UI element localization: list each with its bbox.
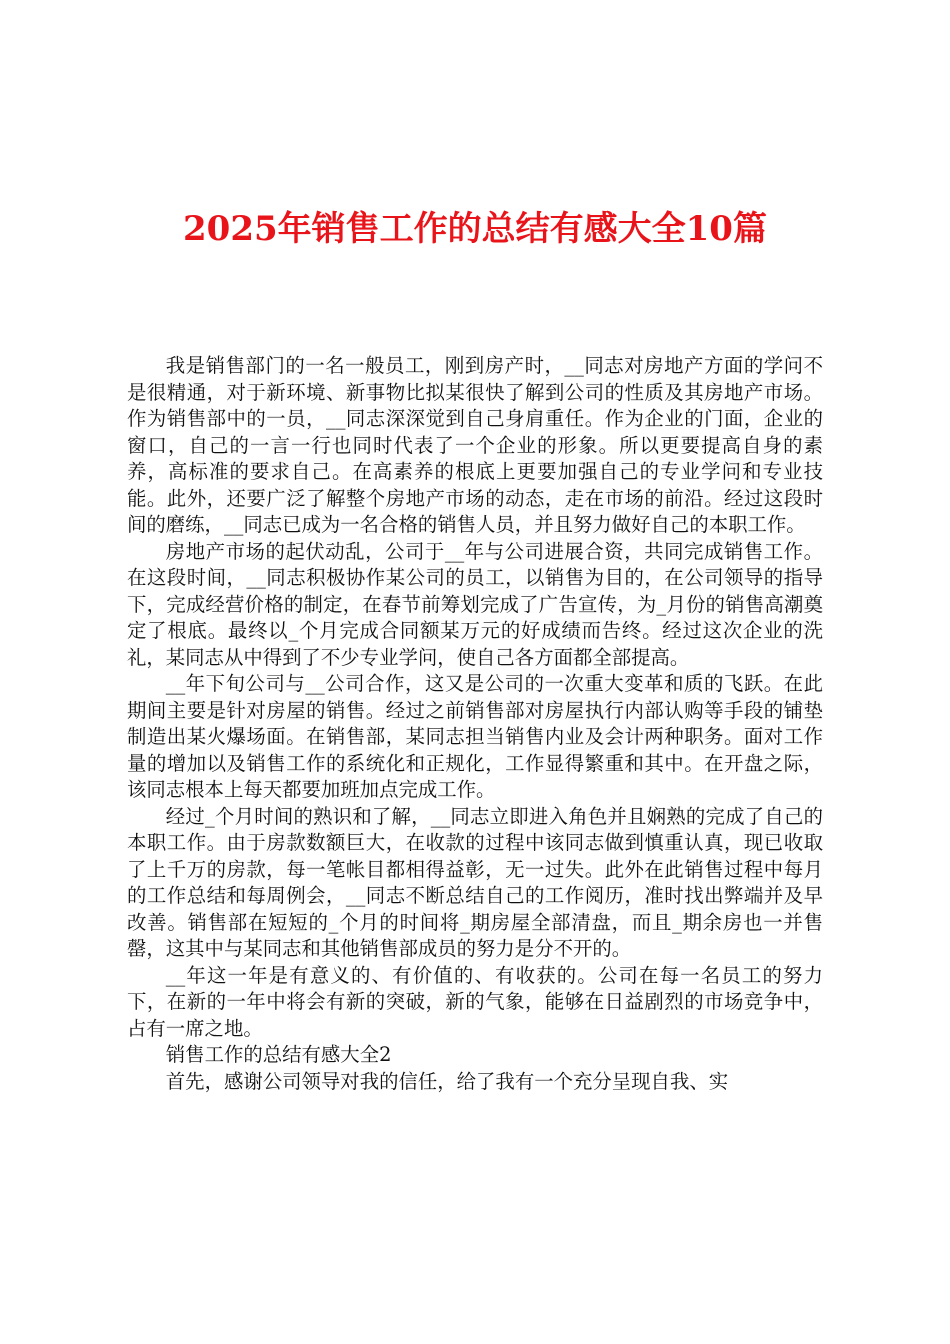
paragraph: 我是销售部门的一名一般员工，刚到房产时，__同志对房地产方面的学问不是很精通，对于新环境、新事物比拟某很快了解到公司的性质及其房地产市场。作为销售部中的一员，__同志深深觉到自己身肩重任。作为企业的门面，企业的窗口，自己的一言一行也同时代表了一个企业的形象。所以更要提高自身的素养，高标准的要求自己。在高素养的根底上更要加强自己的专业学问和专业技能。此外，还要广泛了解整个房地产市场的动态，走在市场的前沿。经过这段时间的磨练，__同志已成为一名合格的销售人员，并且努力做好自己的本职工作。 (127, 354, 823, 536)
section-heading: 销售工作的总结有感大全2 (165, 1043, 392, 1066)
document-body (127, 353, 823, 1095)
paragraph: __年下旬公司与__公司合作，这又是公司的一次重大变革和质的飞跃。在此期间主要是针对房屋的销售。经过之前销售部对房屋执行内部认购等手段的铺垫制造出某火爆场面。在销售部，某同志担当销售内业及会计两种职务。面对工作量的增加以及销售工作的系统化和正规化，工作显得繁重和其中。在开盘之际，该同志根本上每天都要加班加点完成工作。 (127, 672, 823, 801)
paragraph: 经过_个月时间的熟识和了解，__同志立即进入角色并且娴熟的完成了自己的本职工作。由于房款数额巨大，在收款的过程中该同志做到慎重认真，现已收取了上千万的房款，每一笔帐目都相得益彰，无一过失。此外在此销售过程中每月的工作总结和每周例会，__同志不断总结自己的工作阅历，准时找出弊端并及早改善。销售部在短短的_个月的时间将_期房屋全部清盘，而且_期余房也一并售罄，这其中与某同志和其他销售部成员的努力是分不开的。 (127, 804, 823, 960)
document-title: 2025年销售工作的总结有感大全10篇 (183, 209, 767, 249)
paragraph: 首先，感谢公司领导对我的信任，给了我有一个充分呈现自我、实 (165, 1069, 729, 1093)
paragraph: __年这一年是有意义的、有价值的、有收获的。公司在每一名员工的努力下，在新的一年中将会有新的突破，新的气象，能够在日益剧烈的市场竞争中，占有一席之地。 (127, 963, 823, 1040)
paragraph: 房地产市场的起伏动乱，公司于__年与公司进展合资，共同完成销售工作。在这段时间，__同志积极协作某公司的员工，以销售为目的，在公司领导的指导下，完成经营价格的制定，在春节前筹划完成了广告宣传，为_月份的销售高潮奠定了根底。最终以_个月完成合同额某万元的好成绩而告终。经过这次企业的洗礼，某同志从中得到了不少专业学问，使自己各方面都全部提高。 (127, 539, 823, 669)
